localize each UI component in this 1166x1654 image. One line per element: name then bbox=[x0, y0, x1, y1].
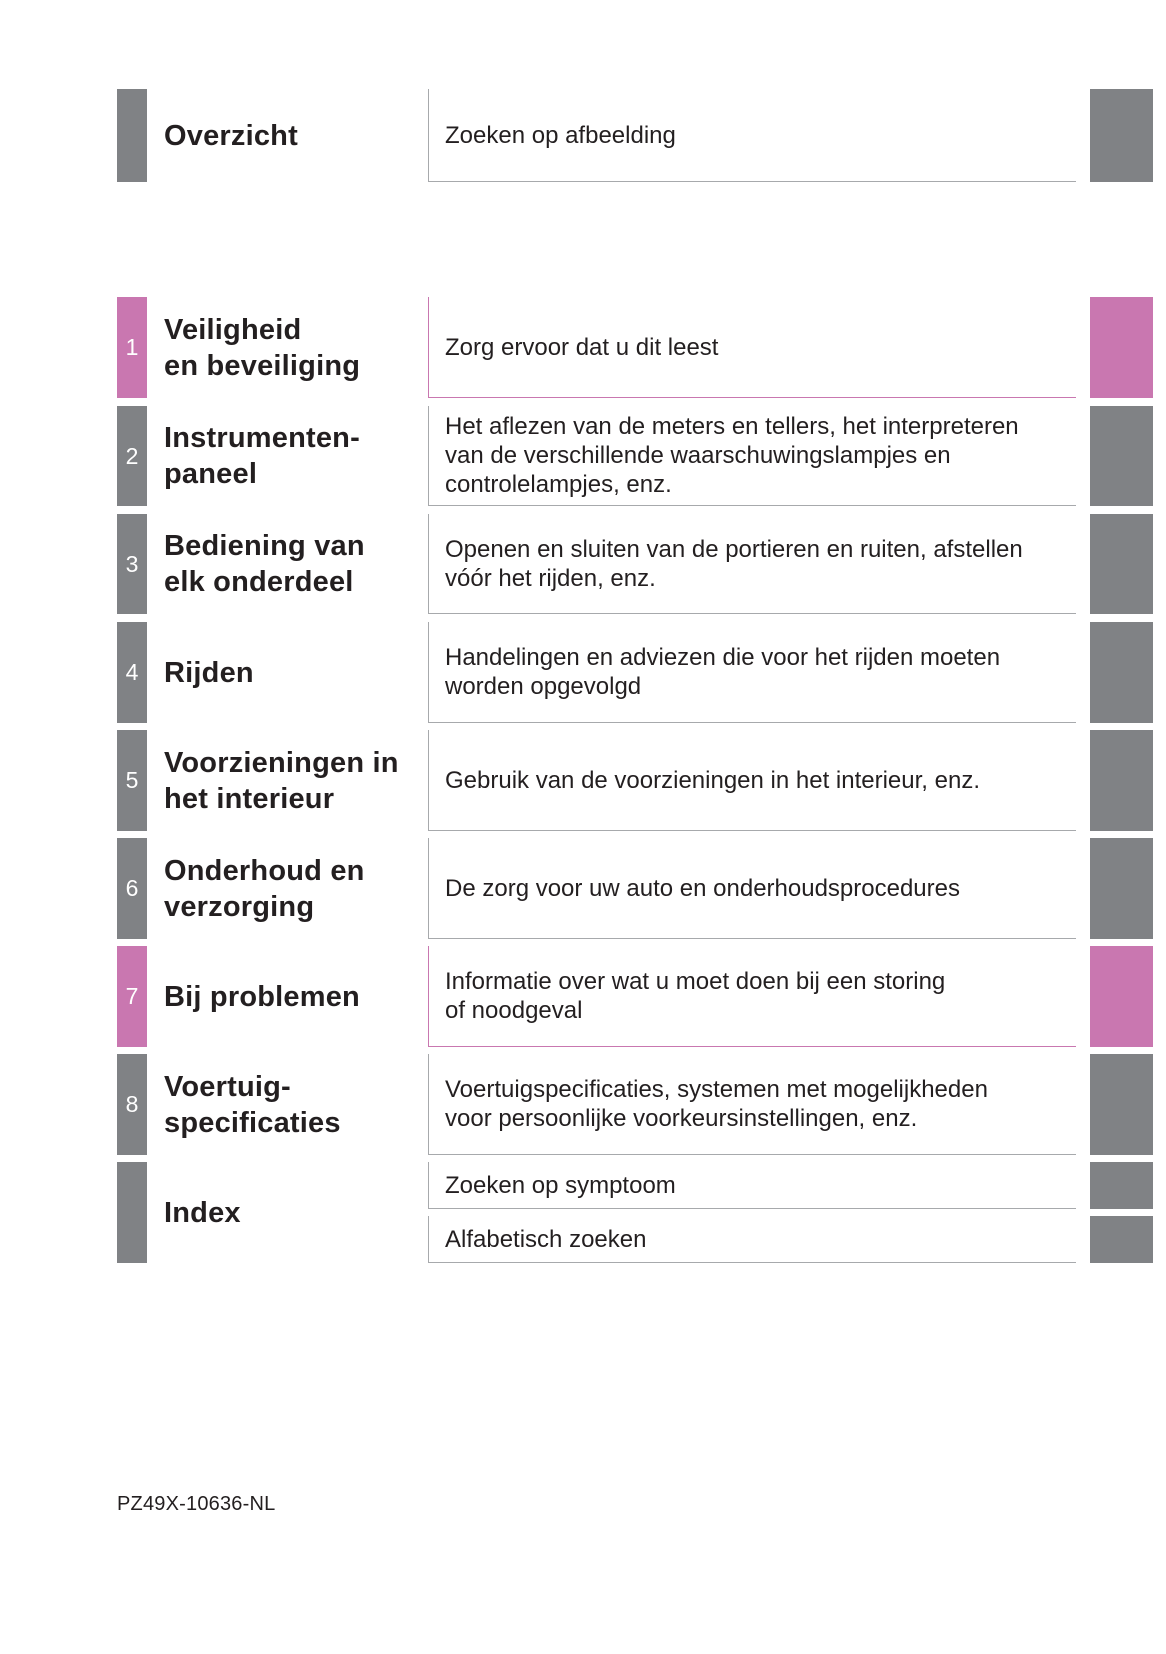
chapter-title[interactable]: Veiligheid en beveiliging bbox=[164, 313, 361, 382]
index-item-alphabetical[interactable] bbox=[117, 1216, 1153, 1263]
chapter-thumb-tab[interactable] bbox=[1090, 514, 1153, 614]
chapter-description[interactable]: De zorg voor uw auto en onderhoudsprocedures bbox=[428, 838, 1076, 939]
chapter-number: 3 bbox=[117, 514, 147, 614]
chapter-description[interactable]: Voertuigspecificaties, systemen met mogelijkheden voor persoonlijke voorkeursinstellingen, enz. bbox=[428, 1054, 1076, 1155]
overview-row[interactable] bbox=[117, 89, 1153, 182]
chapter-thumb-tab[interactable] bbox=[1090, 838, 1153, 939]
chapter-title[interactable]: Instrumenten- paneel bbox=[164, 422, 360, 490]
chapter-description[interactable]: Het aflezen van de meters en tellers, het interpreteren van de verschillende waarschuwingslampjes en controlelampjes, enz. bbox=[428, 406, 1076, 506]
overview-title[interactable]: Overzicht bbox=[164, 119, 298, 152]
index-thumb-tab[interactable] bbox=[1090, 1216, 1153, 1263]
chapter-thumb-tab[interactable] bbox=[1090, 1054, 1153, 1155]
chapter-thumb-tab[interactable] bbox=[1090, 730, 1153, 831]
chapter-number: 6 bbox=[117, 838, 147, 939]
chapter-row-7[interactable] bbox=[117, 946, 1153, 1047]
overview-thumb-tab[interactable] bbox=[1090, 89, 1153, 182]
chapter-title[interactable]: Bij problemen bbox=[164, 980, 360, 1013]
chapter-number: 4 bbox=[117, 622, 147, 723]
chapter-row-1[interactable] bbox=[117, 297, 1153, 398]
overview-description[interactable]: Zoeken op afbeelding bbox=[428, 89, 1076, 182]
chapter-thumb-tab[interactable] bbox=[1090, 622, 1153, 723]
chapter-number: 2 bbox=[117, 406, 147, 506]
document-code: PZ49X-10636-NL bbox=[117, 1493, 276, 1515]
index-thumb-tab[interactable] bbox=[1090, 1162, 1153, 1209]
chapter-description[interactable]: Gebruik van de voorzieningen in het interieur, enz. bbox=[428, 730, 1076, 831]
index-title[interactable]: Index bbox=[164, 1196, 241, 1229]
index-item-label[interactable]: Alfabetisch zoeken bbox=[428, 1216, 1076, 1263]
chapter-row-2[interactable] bbox=[117, 406, 1153, 506]
chapter-row-3[interactable] bbox=[117, 514, 1153, 614]
chapter-description[interactable]: Handelingen en adviezen die voor het rijden moeten worden opgevolgd bbox=[428, 622, 1076, 723]
chapter-row-6[interactable] bbox=[117, 838, 1153, 939]
chapter-row-5[interactable] bbox=[117, 730, 1153, 831]
chapter-title[interactable]: Bediening van elk onderdeel bbox=[164, 530, 365, 598]
chapter-title[interactable]: Voertuig- specificaties bbox=[164, 1070, 341, 1139]
chapter-description[interactable]: Informatie over wat u moet doen bij een storing of noodgeval bbox=[428, 946, 1076, 1047]
index-item-label[interactable]: Zoeken op symptoom bbox=[428, 1162, 1076, 1209]
chapter-number: 5 bbox=[117, 730, 147, 831]
chapter-thumb-tab[interactable] bbox=[1090, 406, 1153, 506]
chapter-row-8[interactable] bbox=[117, 1054, 1153, 1155]
chapter-thumb-tab[interactable] bbox=[1090, 297, 1153, 398]
chapter-number: 8 bbox=[117, 1054, 147, 1155]
index-item-symptom[interactable] bbox=[117, 1162, 1153, 1209]
chapter-description[interactable]: Openen en sluiten van de portieren en ruiten, afstellen vóór het rijden, enz. bbox=[428, 514, 1076, 614]
chapter-number: 7 bbox=[117, 946, 147, 1047]
chapter-row-4[interactable] bbox=[117, 622, 1153, 723]
chapter-title[interactable]: Onderhoud en verzorging bbox=[164, 854, 365, 923]
chapter-thumb-tab[interactable] bbox=[1090, 946, 1153, 1047]
overview-marker bbox=[117, 89, 147, 182]
chapter-number: 1 bbox=[117, 297, 147, 398]
chapter-description[interactable]: Zorg ervoor dat u dit leest bbox=[428, 297, 1076, 398]
chapter-title[interactable]: Rijden bbox=[164, 656, 254, 689]
chapter-title[interactable]: Voorzieningen in het interieur bbox=[164, 746, 399, 815]
